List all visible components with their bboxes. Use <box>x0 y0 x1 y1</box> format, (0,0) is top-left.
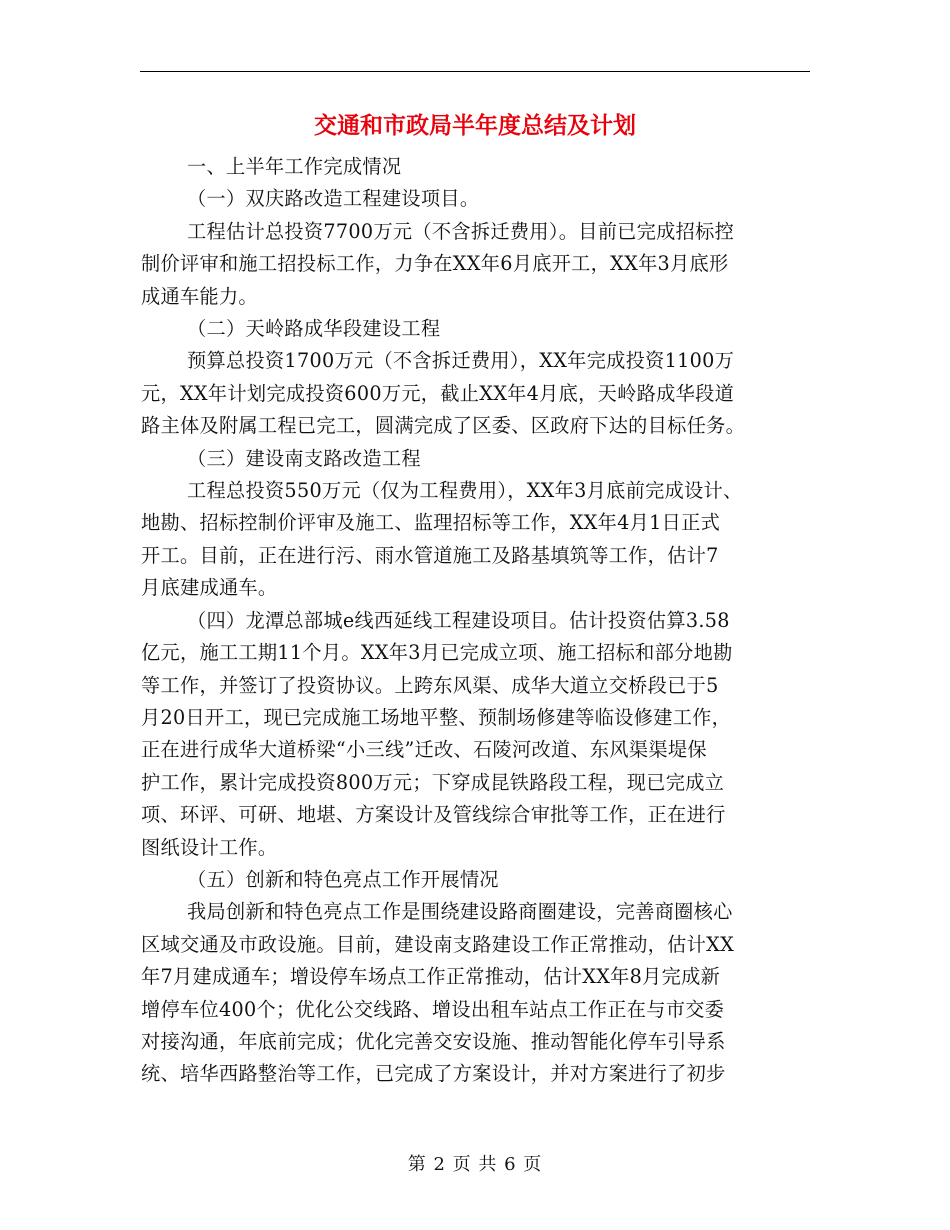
subsection-heading: （三）建设南支路改造工程 <box>187 446 421 470</box>
paragraph-line: 月底建成通车。 <box>141 576 278 600</box>
paragraph-line: 预算总投资1700万元（不含拆迁费用），XX年完成投资1100万 <box>187 349 735 373</box>
paragraph-line: 月20日开工，现已完成施工场地平整、预制场修建等临设修建工作， <box>141 705 732 729</box>
subsection-heading: （五）创新和特色亮点工作开展情况 <box>187 867 499 891</box>
paragraph-line: 地勘、招标控制价评审及施工、监理招标等工作，XX年4月1日正式 <box>141 511 721 535</box>
paragraph-line: 正在进行成华大道桥梁“小三线”迁改、石陵河改道、东风渠渠堤保 <box>141 738 707 762</box>
subsection-heading: （二）天岭路成华段建设工程 <box>187 317 441 341</box>
paragraph-line: 成通车能力。 <box>141 284 258 308</box>
paragraph-line: 路主体及附属工程已完工，圆满完成了区委、区政府下达的目标任务。 <box>141 414 746 438</box>
paragraph-line: 工程估计总投资7700万元（不含拆迁费用）。目前已完成招标控 <box>187 219 735 243</box>
paragraph-line: （四）龙潭总部城e线西延线工程建设项目。估计投资估算3.58 <box>187 608 730 632</box>
paragraph-line: 开工。目前，正在进行污、雨水管道施工及路基填筑等工作，估计7 <box>141 543 719 567</box>
document-title: 交通和市政局半年度总结及计划 <box>314 112 636 139</box>
paragraph-line: 图纸设计工作。 <box>141 835 278 859</box>
paragraph-line: 项、环评、可研、地堪、方案设计及管线综合审批等工作，正在进行 <box>141 803 726 827</box>
paragraph-line: 我局创新和特色亮点工作是围绕建设路商圈建设，完善商圈核心 <box>187 900 733 924</box>
paragraph-line: 区域交通及市政设施。目前，建设南支路建设工作正常推动，估计XX <box>141 932 735 956</box>
paragraph-line: 制价评审和施工招投标工作，力争在XX年6月底开工，XX年3月底形 <box>141 252 729 276</box>
header-rule <box>140 71 810 72</box>
subsection-heading: （一）双庆路改造工程建设项目。 <box>187 187 480 211</box>
paragraph-line: 工程总投资550万元（仅为工程费用），XX年3月底前完成设计、 <box>187 479 743 503</box>
paragraph-line: 护工作，累计完成投资800万元；下穿成昆铁路段工程，现已完成立 <box>141 770 725 794</box>
paragraph-line: 年7月建成通车；增设停车场点工作正常推动，估计XX年8月完成新 <box>141 965 721 989</box>
paragraph-line: 统、培华西路整治等工作，已完成了方案设计，并对方案进行了初步 <box>141 1062 726 1086</box>
paragraph-line: 元，XX年计划完成投资600万元，截止XX年4月底，天岭路成华段道 <box>141 381 735 405</box>
paragraph-line: 等工作，并签订了投资协议。上跨东风渠、成华大道立交桥段已于5 <box>141 673 719 697</box>
paragraph-line: 对接沟通，年底前完成；优化完善交安设施、推动智能化停车引导系 <box>141 1029 726 1053</box>
page-number: 第 2 页 共 6 页 <box>407 1154 543 1175</box>
document-body <box>141 151 811 1091</box>
paragraph-line: 增停车位400个；优化公交线路、增设出租车站点工作正在与市交委 <box>141 997 725 1021</box>
section-heading: 一、上半年工作完成情况 <box>187 155 402 178</box>
paragraph-line: 亿元，施工工期11个月。XX年3月已完成立项、施工招标和部分地勘 <box>141 641 733 665</box>
